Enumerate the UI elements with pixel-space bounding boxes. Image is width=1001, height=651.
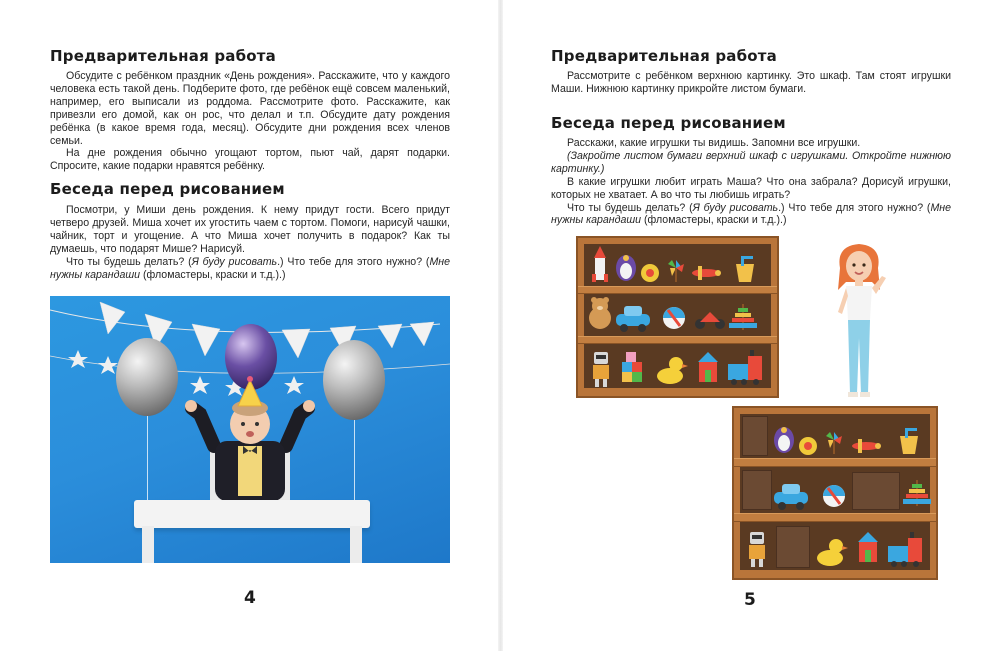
book-fold bbox=[498, 0, 503, 651]
airplane-icon bbox=[692, 266, 721, 280]
top-toy-shelf bbox=[576, 236, 779, 398]
right-paragraph-4: В какие игрушки любит играть Маша? Что она забрала? Дорисуй игрушки, которых не хватает. А во что ты любишь играть? bbox=[551, 175, 951, 201]
penguin-icon bbox=[616, 255, 636, 281]
right-paragraph-preliminary bbox=[551, 70, 951, 96]
teddy-bear-icon bbox=[589, 297, 611, 329]
right-paragraph-5 bbox=[551, 202, 951, 228]
beach-ball-icon bbox=[823, 485, 845, 507]
left-paragraph-2: На дне рождения обычно угощают тортом, пьют чай, дарят подарки. Спросите, какие подарки нравятся ребёнку. bbox=[50, 147, 450, 173]
robot-icon bbox=[593, 352, 609, 387]
pinwheel-icon bbox=[826, 432, 842, 454]
text-fragment-italic: Я буду рисовать bbox=[692, 201, 779, 214]
left-heading-talk: Беседа перед рисованием bbox=[50, 180, 285, 198]
right-heading-talk: Беседа перед рисованием bbox=[551, 114, 786, 132]
right-paragraph-1: Рассмотрите с ребёнком верхнюю картинку. Это шкаф. Там стоят игрушки Маши. Нижнюю картинку прикройте листом бумаги. bbox=[551, 70, 951, 95]
white-table bbox=[134, 500, 370, 528]
text-fragment: .) Что тебе для этого нужно? ( bbox=[778, 201, 931, 214]
rubber-duck-icon bbox=[817, 539, 848, 566]
rocket-icon bbox=[592, 246, 608, 282]
left-paragraph-4 bbox=[50, 256, 450, 282]
airplane-icon bbox=[852, 439, 881, 453]
rubber-duck-icon bbox=[657, 357, 688, 384]
ring-pyramid-icon bbox=[903, 480, 931, 506]
table-leg bbox=[142, 526, 154, 563]
toy-house-icon bbox=[858, 532, 878, 562]
bottom-toy-shelf bbox=[732, 406, 938, 580]
birthday-photo bbox=[50, 296, 450, 563]
toy-car-icon bbox=[616, 306, 650, 332]
bottom-shelf-toys bbox=[734, 408, 936, 578]
text-fragment: Что ты будешь делать? ( bbox=[66, 255, 192, 268]
toy-train-icon bbox=[728, 350, 762, 385]
left-paragraph-3: Посмотри, у Миши день рождения. К нему придут гости. Всего придут четверо друзей. Миша хочет их угостить чаем с тортом. Помоги, нарисуй чашки, чайник, торт и угощение. А что Миша хочет получить в подарок? Как ты думаешь, что подарят Мише? Нарисуй. bbox=[50, 204, 450, 255]
robot-icon bbox=[749, 532, 765, 567]
right-paragraph-talk bbox=[551, 137, 951, 227]
page-number-left: 4 bbox=[244, 588, 256, 608]
ring-pyramid-icon bbox=[729, 304, 757, 330]
ball-icon bbox=[799, 437, 817, 455]
bucket-icon bbox=[900, 428, 918, 454]
left-paragraph-preliminary bbox=[50, 70, 450, 173]
toy-car-icon bbox=[774, 484, 808, 510]
text-fragment: Что ты будешь делать? ( bbox=[567, 201, 693, 214]
pinwheel-icon bbox=[668, 260, 684, 282]
toy-train-icon bbox=[888, 532, 922, 567]
ball-icon bbox=[641, 264, 659, 282]
right-paragraph-3: (Закройте листом бумаги верхний шкаф с игрушками. Откройте нижнюю картинку.) bbox=[551, 149, 951, 175]
right-heading-preliminary: Предварительная работа bbox=[551, 47, 777, 65]
left-paragraph-1: Обсудите с ребёнком праздник «День рождения». Расскажите, что у каждого человека есть такой день. Подберите фото, где ребёнок ещё совсем маленький, например, его выписали из роддома. Рассмотрите фото. Расскажите, как привезли его домой, как он рос, что делал и т.п. Обсудите дату рождения ребёнка (в какое время года, месяц). Обсудите дни рождения всех членов семьи. bbox=[50, 70, 450, 147]
text-fragment-italic: Мне нужны карандаши bbox=[50, 255, 450, 281]
left-heading-preliminary: Предварительная работа bbox=[50, 47, 276, 65]
text-fragment: (фломастеры, краски и т.д.).) bbox=[641, 214, 787, 227]
penguin-icon bbox=[774, 427, 794, 453]
top-shelf-toys bbox=[578, 238, 777, 396]
text-fragment-italic: Я буду рисовать bbox=[191, 255, 278, 268]
page-number-right: 5 bbox=[744, 590, 756, 610]
bucket-icon bbox=[736, 256, 754, 282]
table-leg bbox=[350, 526, 362, 563]
motorcycle-icon bbox=[695, 312, 725, 329]
text-fragment: (фломастеры, краски и т.д.).) bbox=[140, 268, 286, 281]
toy-house-icon bbox=[698, 352, 718, 382]
girl-illustration bbox=[826, 238, 892, 400]
left-paragraph-talk bbox=[50, 204, 450, 281]
text-fragment-italic: Мне нужны карандаши bbox=[551, 201, 951, 227]
abc-blocks-icon bbox=[622, 352, 642, 382]
text-fragment: .) Что тебе для этого нужно? ( bbox=[277, 255, 430, 268]
right-paragraph-2: Расскажи, какие игрушки ты видишь. Запомни все игрушки. bbox=[567, 137, 861, 149]
beach-ball-icon bbox=[663, 307, 685, 329]
